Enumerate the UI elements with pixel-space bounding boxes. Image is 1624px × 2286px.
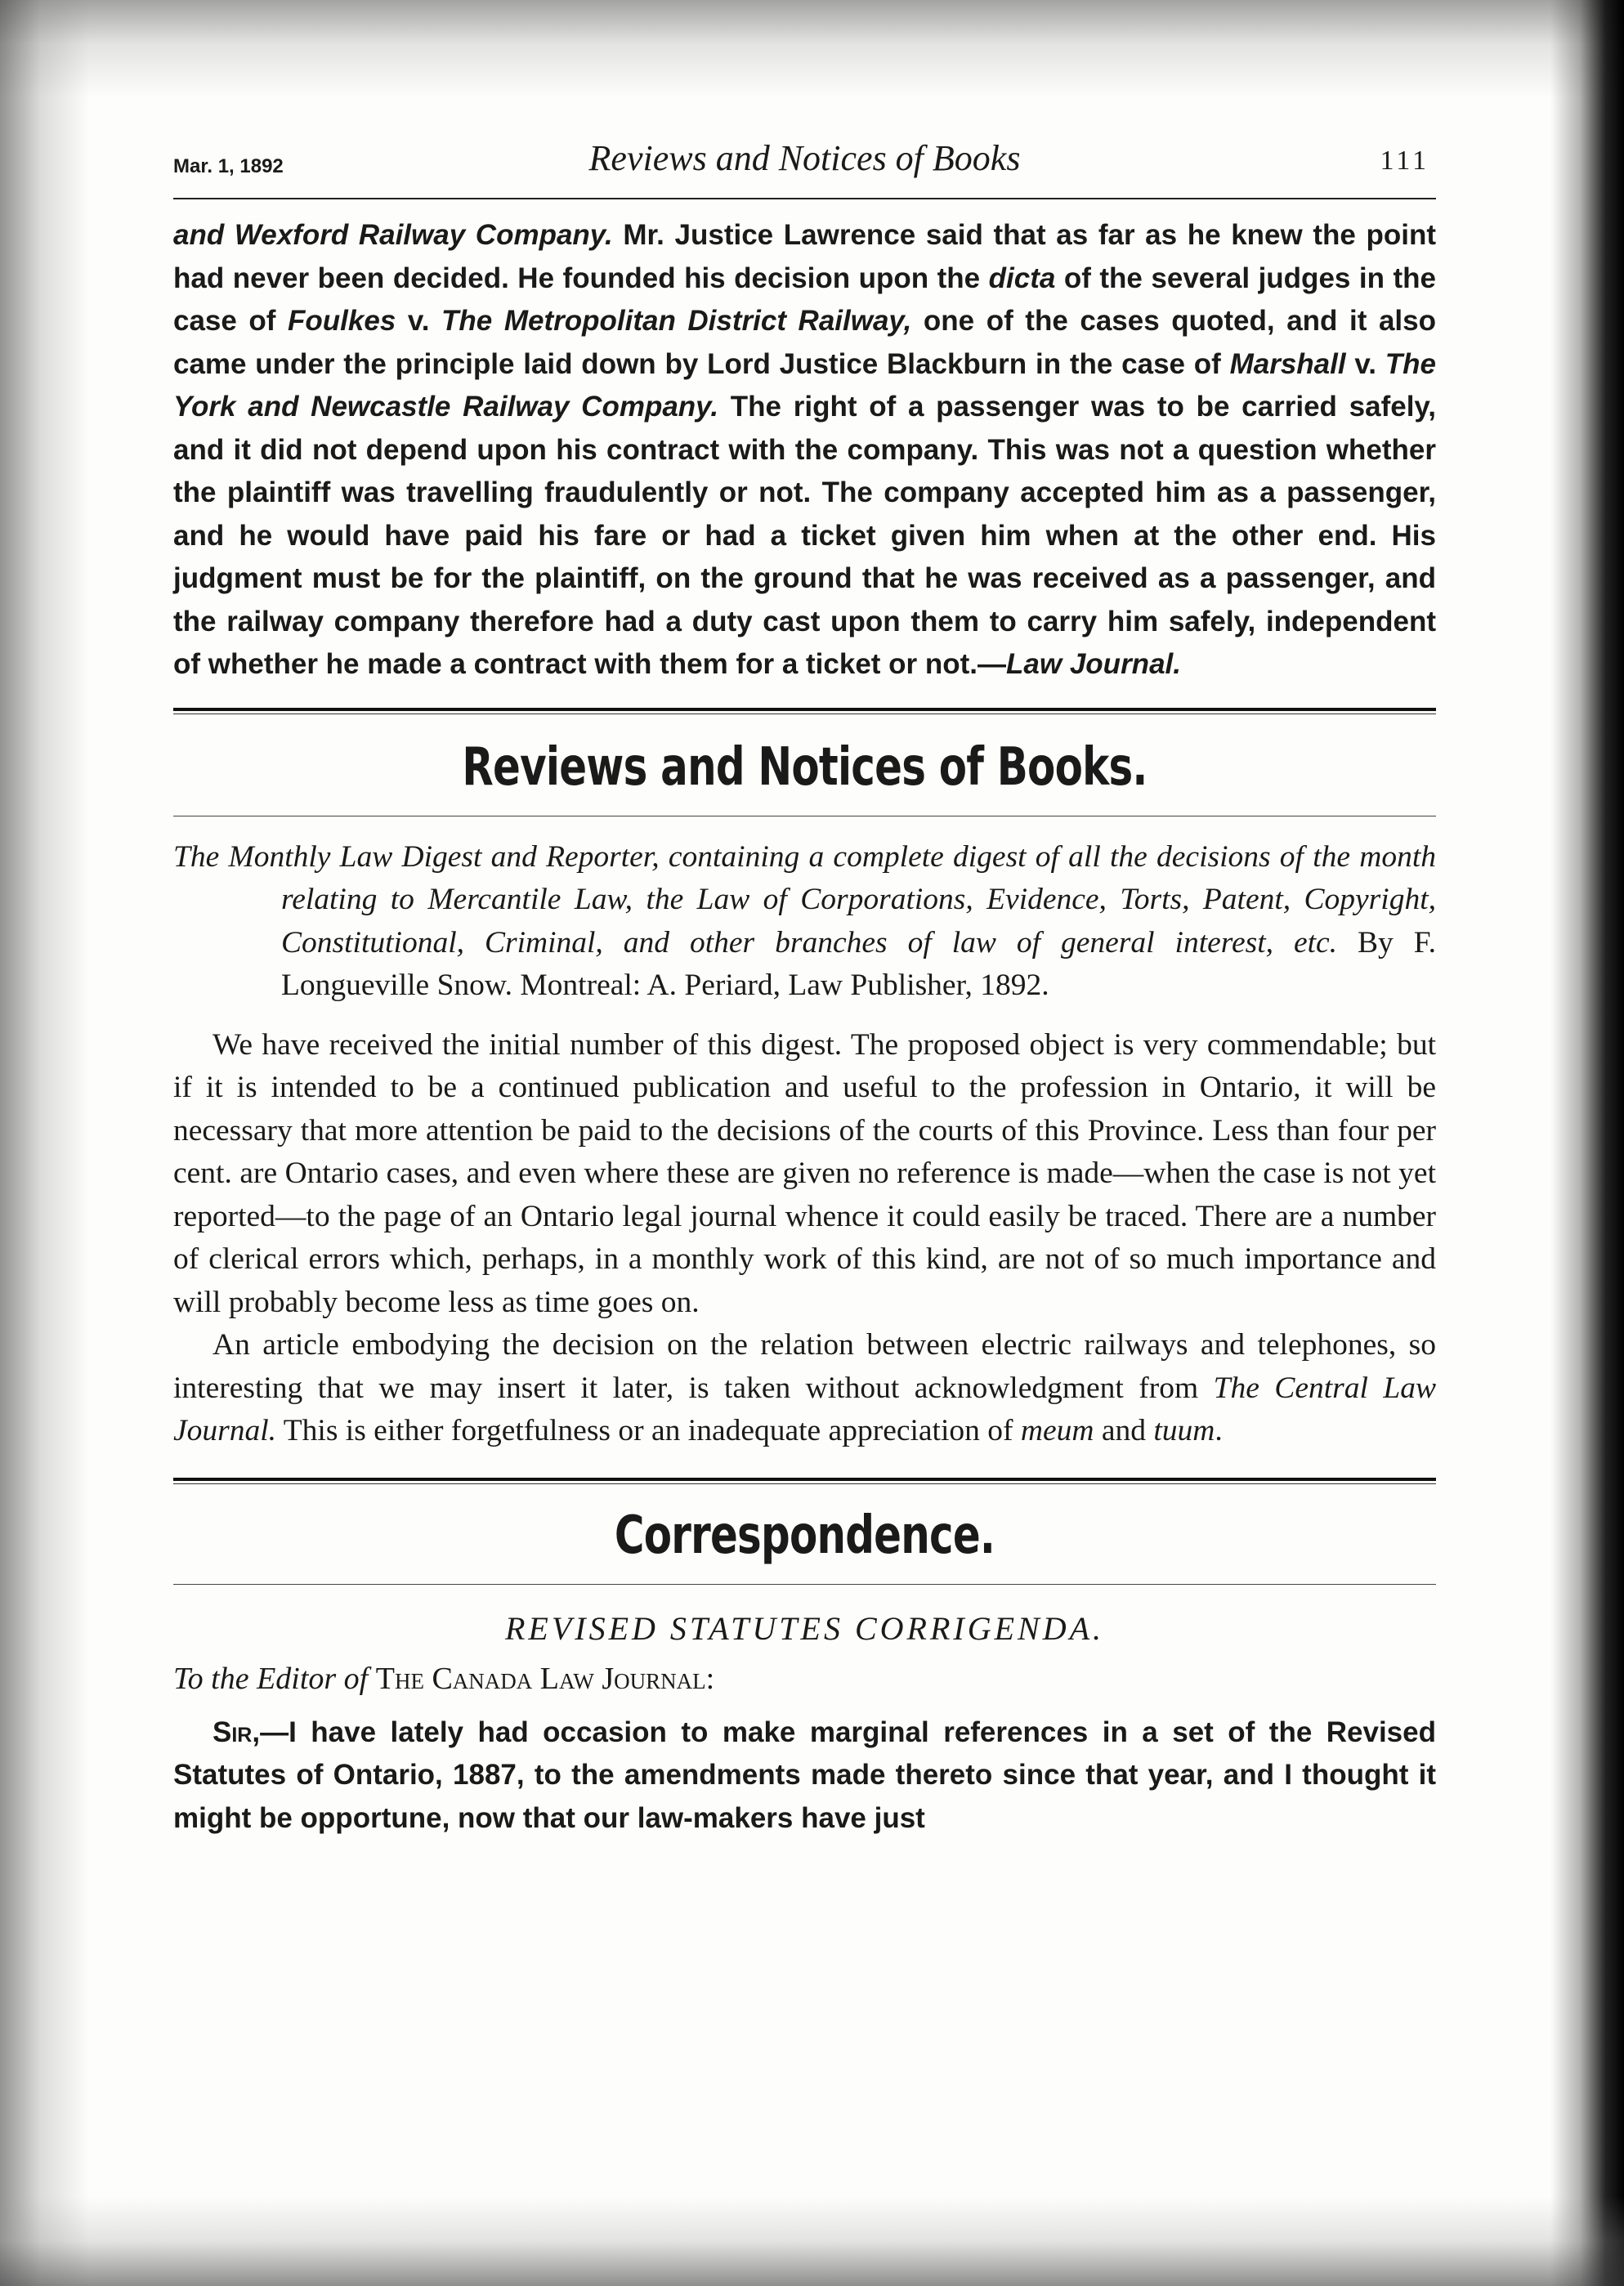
review-paragraph-1: We have received the initial number of this digest. The proposed object is very commendable; but if it is intended to be a continued publication and useful to the profession in Ontario, it will be necessary that more attention be paid to the decisions of the courts of this Province. Less than four per cent. are Ontario cases, and even where these are given no reference is made—when the case is not yet reported—to the page of an Ontario legal journal whence it could easily be traced. There are a number of clerical errors which, perhaps, in a monthly work of this kind, are not of so much importance and will probably become less as time goes on. (173, 1027, 1436, 1319)
scan-shadow-left (0, 0, 90, 2286)
heading-rule (173, 1584, 1436, 1585)
review-entry-title: The Monthly Law Digest and Reporter, containing a complete digest of all the decisions of the month relating to Mercantile Law, the Law of Corporations, Evidence, Torts, Patent, Copyright, Constitutional, Criminal, and other branches of law of general interest, etc. By F. Longueville Snow. Montreal: A. Periard, Law Publisher, 1892. (173, 839, 1437, 1002)
section-rule (173, 1478, 1436, 1484)
document-page (173, 137, 1436, 1840)
scan-shadow-right (1550, 0, 1624, 2286)
review-entry-byline: By F. Longueville Snow. Montreal: A. Periard, Law Publisher, 1892. (281, 925, 1437, 1002)
letter-title: REVISED STATUTES CORRIGENDA. (504, 1609, 1105, 1647)
scan-shadow-top (0, 0, 1624, 98)
letter-salutation: To the Editor of The Canada Law Journal: (173, 1661, 715, 1696)
scan-shadow-bottom (0, 2196, 1624, 2286)
correspondence-heading: Correspondence. (614, 1505, 995, 1566)
review-body (173, 1024, 1436, 1453)
section-rule (173, 708, 1436, 714)
letter-paragraph: Sir,—I have lately had occasion to make marginal references in a set of the Revised Statutes of Ontario, 1887, to the amendments made thereto since that year, and I thought it might be opportune, now that our law-makers have just (173, 1716, 1436, 1834)
running-title: Reviews and Notices of Books (588, 138, 1021, 178)
reviews-heading: Reviews and Notices of Books. (462, 736, 1148, 798)
running-head (173, 137, 1436, 186)
case-name-wexford: and Wexford Railway Company. (173, 219, 613, 251)
continued-case-text (173, 214, 1436, 687)
issue-date: Mar. 1, 1892 (173, 155, 284, 177)
review-entry (173, 836, 1436, 1008)
header-rule (173, 198, 1436, 199)
case-paragraph: and Wexford Railway Company. Mr. Justice Lawrence said that as far as he knew the point had never been decided. He founded his decision upon the dicta of the several judges in the case of Foulkes v. The Metropolitan District Railway, one of the cases quoted, and it also came under the principle laid down by Lord Justice Blackburn in the case of Marshall v. The York and Newcastle Railway Company. The right of a passenger was to be carried safely, and it did not depend upon his contract with the company. This was not a question whether the plaintiff was travelling fraudulently or not. The company accepted him as a passenger, and he would have paid his fare or had a ticket given him when at the other end. His judgment must be for the plaintiff, on the ground that he was received as a passenger, and the railway company therefore had a duty cast upon them to carry him safely, independent of whether he made a contract with them for a ticket or not.—Law Journal. (173, 219, 1437, 680)
letter-body (173, 1711, 1436, 1841)
source-citation: Law Journal. (1006, 648, 1181, 680)
review-paragraph-2: An article embodying the decision on the relation between electric railways and telephones, so interesting that we may insert it later, is taken without acknowledgment from The Central Law Journal. This is either forgetfulness or an inadequate appreciation of meum and tuum. (173, 1328, 1436, 1447)
page-number: 111 (1380, 145, 1429, 176)
